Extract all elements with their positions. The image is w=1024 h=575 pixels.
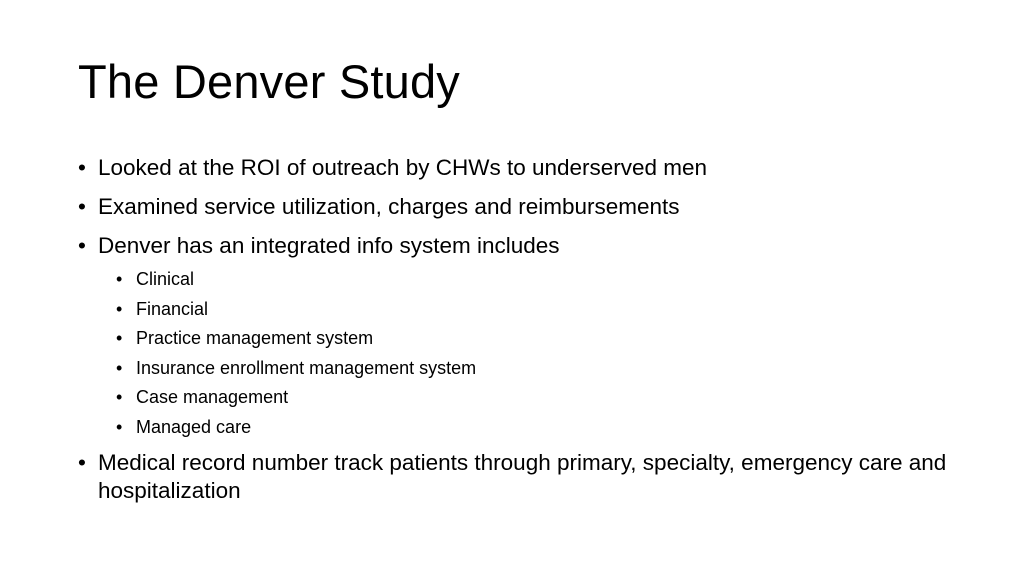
bullet-icon: • (78, 233, 86, 258)
bullet-item (78, 232, 958, 260)
sub-bullet-item (116, 327, 958, 349)
bullet-text: Medical record number track patients through primary, specialty, emergency care and hospitalization (98, 449, 947, 503)
bullet-text: Examined service utilization, charges and reimbursements (98, 194, 680, 219)
sub-bullet-icon: • (116, 416, 123, 437)
bullet-item (78, 154, 958, 182)
sub-bullet-text: Practice management system (136, 328, 374, 348)
sub-bullet-item (116, 416, 958, 438)
bullet-item (78, 193, 958, 221)
sub-bullet-text: Clinical (136, 269, 195, 289)
sub-bullet-icon: • (116, 387, 123, 407)
sub-bullet-icon: • (116, 269, 123, 289)
bullet-text: Denver has an integrated info system includes (98, 233, 560, 258)
sub-bullet-icon: • (116, 357, 123, 378)
bullet-icon: • (78, 194, 86, 219)
bullet-icon: • (78, 155, 86, 180)
slide-title: The Denver Study (78, 55, 460, 108)
sub-bullet-text: Financial (136, 298, 209, 319)
sub-bullet-text: Case management (136, 387, 289, 407)
sub-bullet-item (116, 357, 958, 379)
sub-bullet-icon: • (116, 298, 123, 319)
sub-bullet-item (116, 386, 958, 408)
sub-bullet-item (116, 268, 958, 290)
sub-bullet-text: Managed care (136, 416, 252, 437)
bullet-icon: • (78, 449, 86, 475)
slide-body (78, 154, 958, 516)
bullet-item (78, 449, 958, 505)
sub-bullet-icon: • (116, 328, 123, 348)
sub-bullet-item (116, 298, 958, 320)
sub-bullet-list (78, 268, 958, 438)
sub-bullet-text: Insurance enrollment management system (136, 357, 477, 378)
bullet-text: Looked at the ROI of outreach by CHWs to underserved men (98, 155, 708, 180)
